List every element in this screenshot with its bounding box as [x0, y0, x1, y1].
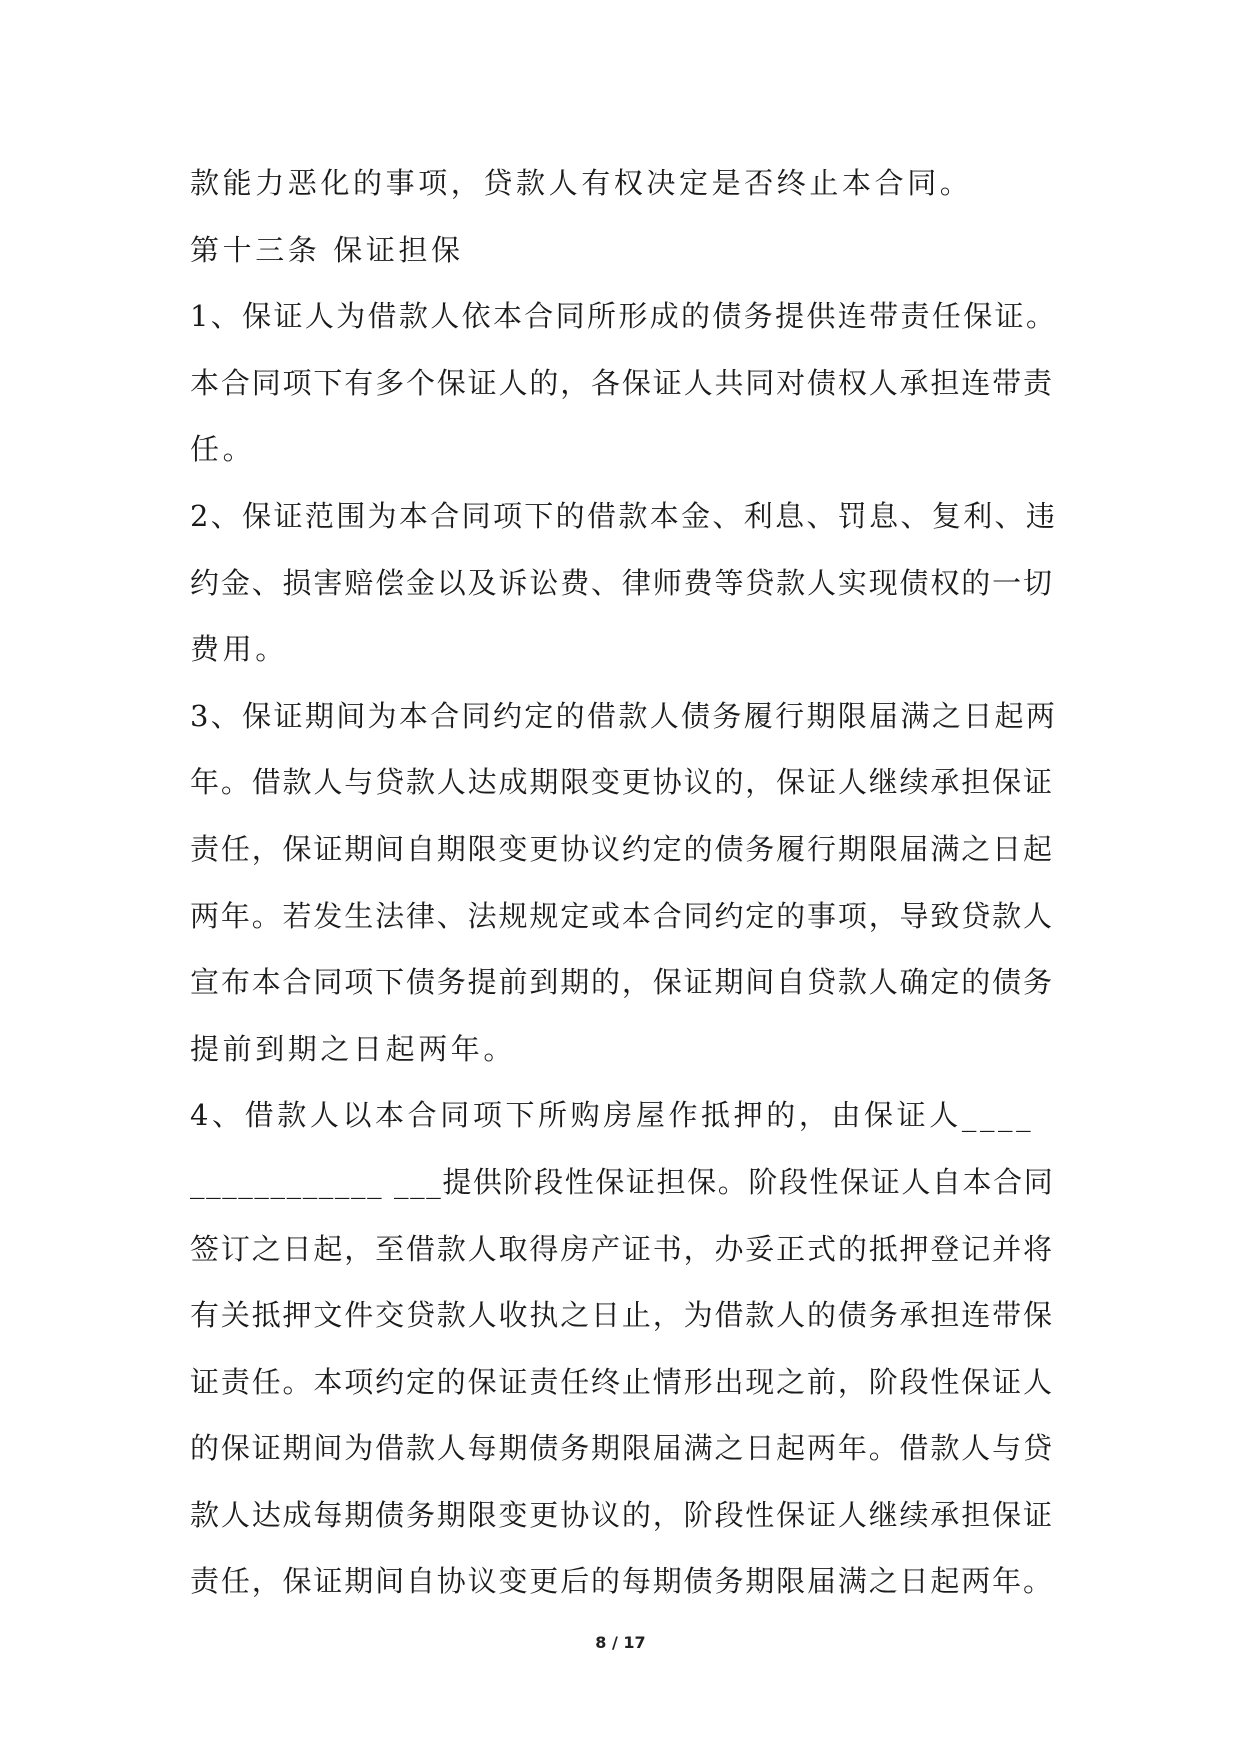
text-line: 款人达成每期债务期限变更协议的，阶段性保证人继续承担保证: [190, 1497, 1054, 1532]
page-number: 8 / 17: [595, 1633, 646, 1652]
text-line: 责任，保证期间自协议变更后的每期债务期限届满之日起两年。: [190, 1564, 1054, 1599]
text-line: 签订之日起，至借款人取得房产证书，办妥正式的抵押登记并将: [190, 1231, 1054, 1266]
text-line: 约金、损害赔偿金以及诉讼费、律师费等贷款人实现债权的一切: [190, 565, 1054, 600]
document-body: [190, 150, 1060, 1615]
text-line: 证责任。本项约定的保证责任终止情形出现之前，阶段性保证人: [190, 1364, 1054, 1399]
text-line: 款能力恶化的事项，贷款人有权决定是否终止本合同。: [190, 166, 973, 200]
text-line: 2、保证范围为本合同项下的借款本金、利息、罚息、复利、违: [190, 498, 1058, 533]
text-line: 的保证期间为借款人每期债务期限届满之日起两年。借款人与贷: [190, 1431, 1054, 1466]
text-line: ____________ ___提供阶段性保证担保。阶段性保证人自本合同: [190, 1164, 1055, 1199]
text-line: 4、借款人以本合同项下所购房屋作抵押的，由保证人____: [190, 1098, 1035, 1133]
text-line: 1、保证人为借款人依本合同所形成的债务提供连带责任保证。: [190, 299, 1058, 334]
text-line: 3、保证期间为本合同约定的借款人债务履行期限届满之日起两: [190, 698, 1058, 733]
text-line: 有关抵押文件交贷款人收执之日止，为借款人的债务承担连带保: [190, 1298, 1054, 1333]
text-line: 任。: [190, 432, 256, 467]
text-line: 费用。: [190, 632, 288, 667]
text-line: 年。借款人与贷款人达成期限变更协议的，保证人继续承担保证: [190, 765, 1054, 800]
text-line: 两年。若发生法律、法规规定或本合同约定的事项，导致贷款人: [190, 898, 1054, 933]
text-line: 提前到期之日起两年。: [190, 1031, 517, 1066]
text-line: 宣布本合同项下债务提前到期的，保证期间自贷款人确定的债务: [190, 965, 1054, 1000]
text-line: 本合同项下有多个保证人的，各保证人共同对债权人承担连带责: [190, 365, 1054, 400]
text-line: 责任，保证期间自期限变更协议约定的债务履行期限届满之日起: [190, 831, 1054, 866]
section-heading: 第十三条 保证担保: [190, 232, 464, 267]
